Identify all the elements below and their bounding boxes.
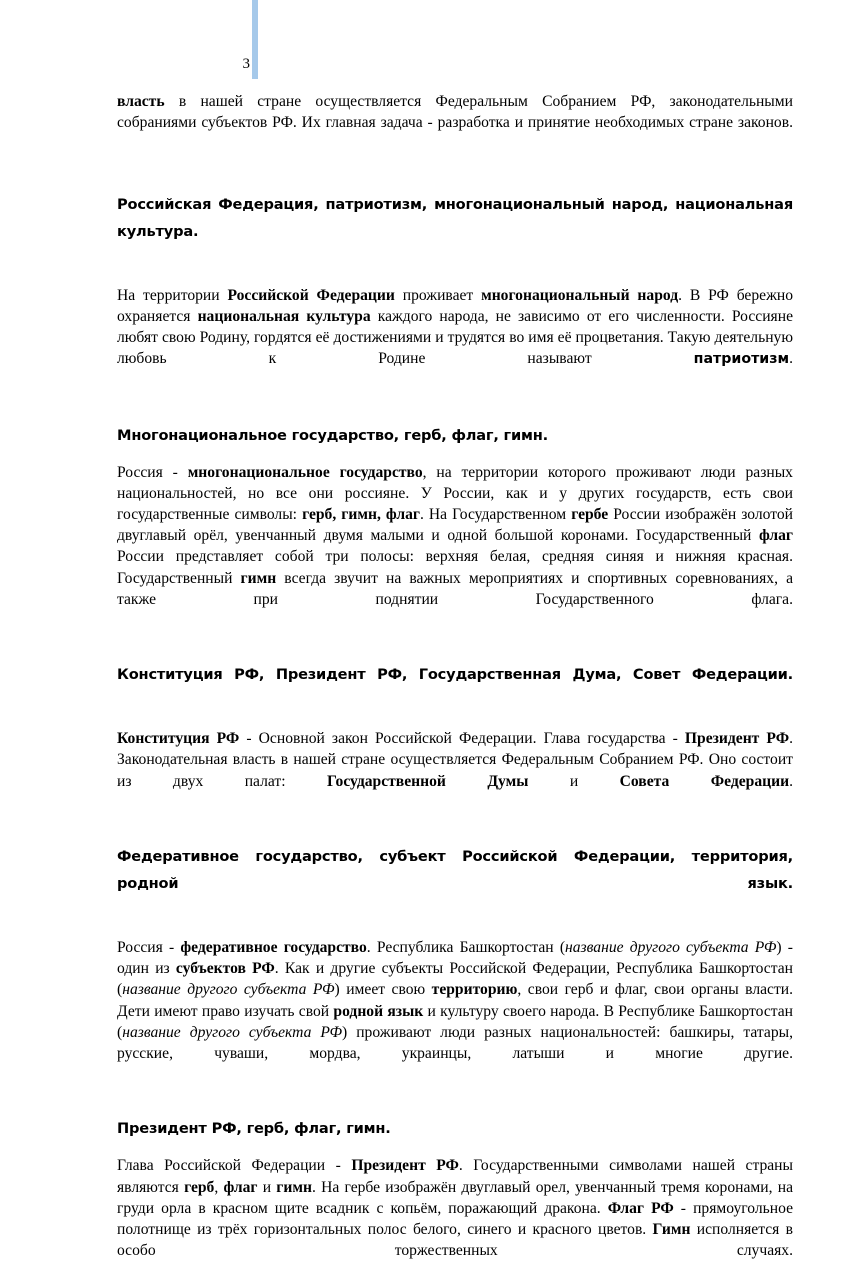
body-text: Россия - bbox=[117, 463, 188, 481]
body-text: и культуру своего народа. В Республике Башкортостан ( bbox=[117, 1002, 794, 1041]
spacer bbox=[117, 392, 793, 422]
emphasis-term: национальная культура bbox=[197, 307, 371, 325]
body-text: и bbox=[528, 772, 620, 790]
emphasis-term: Президент РФ bbox=[351, 1157, 459, 1175]
spacer bbox=[117, 813, 793, 843]
section-paragraph bbox=[117, 937, 793, 1085]
sections-container bbox=[117, 191, 793, 1283]
section-heading: Многонациональное государство, герб, флаг, гимн. bbox=[117, 426, 548, 444]
body-text: России представляет собой три полосы: верхняя белая, средняя синяя и нижняя красная. Государственный bbox=[117, 548, 793, 587]
body-text: России изображён золотой двуглавый орёл, увенчанный двумя малыми и одной большой коронами. Государственный bbox=[117, 506, 794, 545]
emphasis-term-sans: патриотизм bbox=[693, 351, 790, 368]
body-text: и bbox=[257, 1178, 277, 1196]
spacer bbox=[117, 631, 793, 661]
emphasis-term: Президент РФ bbox=[684, 730, 790, 748]
emphasis-term: Государственной Думы bbox=[326, 772, 529, 790]
body-text: всегда звучит на важных мероприятиях и спортивных соревнованиях, а также при поднятии Государственного флага. bbox=[117, 569, 793, 608]
emphasis-term: Конституция РФ bbox=[117, 730, 240, 748]
emphasis-term: территорию bbox=[431, 981, 518, 999]
spacer bbox=[117, 449, 793, 462]
emphasis-term: герб bbox=[184, 1178, 215, 1196]
emphasis-term: многонациональный народ bbox=[481, 286, 679, 304]
emphasis-term: Российской Федерации bbox=[227, 286, 395, 304]
body-text: . На гербе изображён двуглавый орел, увенчанный тремя коронами, на груди орла в красном щите всадник с копьём, поражающий дракона. bbox=[117, 1178, 793, 1217]
editorial-note: название другого субъекта РФ bbox=[565, 939, 777, 957]
spacer bbox=[117, 155, 793, 191]
section-heading: Президент РФ, герб, флаг, гимн. bbox=[117, 1120, 391, 1138]
spacer bbox=[117, 715, 793, 728]
emphasis-term: Флаг РФ bbox=[607, 1199, 674, 1217]
section-paragraph bbox=[117, 1155, 793, 1282]
body-text: Глава Российской Федерации - bbox=[117, 1157, 352, 1175]
editorial-note: название другого субъекта РФ bbox=[122, 981, 335, 999]
body-text: ) проживают люди разных национальностей: башкиры, татары, русские, чуваши, мордва, украинцы, латыши и многие другие. bbox=[117, 1023, 794, 1063]
body-text: ) имеет свою bbox=[334, 981, 432, 999]
body-text: , свои герб и флаг, свои органы власти. Дети имеют право изучать свой bbox=[117, 981, 794, 1020]
page-number: 3 bbox=[242, 56, 250, 72]
body-text: , bbox=[214, 1178, 224, 1196]
spacer bbox=[117, 1085, 793, 1115]
body-text: Россия - bbox=[117, 939, 181, 957]
section-heading: Российская Федерация, патриотизм, многонациональный народ, национальная культура. bbox=[117, 195, 793, 240]
body-text: . Как и другие субъекты Российской Федерации, Республика Башкортостан ( bbox=[117, 960, 793, 999]
spacer bbox=[117, 272, 793, 285]
body-text: - прямоугольное полотнище из трёх горизонтальных полос белого, синего и красного цветов. bbox=[117, 1199, 794, 1239]
emphasis-term: федеративное государство bbox=[180, 939, 367, 957]
spacer bbox=[117, 924, 793, 937]
editorial-note: название другого субъекта РФ bbox=[122, 1023, 343, 1041]
intro-rest: в нашей стране осуществляется Федеральным Собранием РФ, законодательными собраниями субъектов РФ. Их главная задача - разработка и принятие необходимых стране законов. bbox=[117, 93, 793, 132]
intro-paragraph bbox=[117, 91, 793, 155]
body-text: исполняется в особо торжественных случаях. bbox=[117, 1221, 793, 1260]
emphasis-term: гимн bbox=[240, 569, 277, 587]
body-text: На территории bbox=[117, 286, 228, 304]
body-text: . На Государственном bbox=[419, 506, 572, 524]
emphasis-term: субъектов РФ bbox=[175, 960, 275, 978]
emphasis-term: родной язык bbox=[333, 1002, 424, 1020]
body-text: - Основной закон Российской Федерации. Глава государства - bbox=[239, 730, 685, 748]
body-text: . Республика Башкортостан ( bbox=[366, 939, 566, 957]
emphasis-term: гимн bbox=[276, 1178, 312, 1196]
section-heading: Федеративное государство, субъект Российской Федерации, территория, родной язык. bbox=[117, 848, 793, 893]
emphasis-term: Гимн bbox=[652, 1221, 691, 1239]
section-paragraph bbox=[117, 462, 793, 632]
emphasis-term: флаг bbox=[758, 527, 793, 545]
body-text: . Законодательная власть в нашей стране осуществляется Федеральным Собранием РФ. Оно состоит из двух палат: bbox=[117, 730, 793, 790]
section-paragraph bbox=[117, 728, 793, 813]
body-text: , на территории которого проживают люди разных национальностей, но все они россияне. У России, как и у других государств, есть свои государственные символы: bbox=[117, 463, 793, 524]
emphasis-term: герб, гимн, флаг bbox=[302, 506, 420, 524]
intro-lead-term: власть bbox=[117, 93, 165, 110]
emphasis-term: гербе bbox=[571, 506, 609, 524]
section-paragraph bbox=[117, 285, 793, 392]
body-text: . bbox=[789, 350, 793, 368]
spacer bbox=[117, 1142, 793, 1155]
body-text: . Государственными символами нашей страны являются bbox=[117, 1157, 794, 1196]
body-text: . bbox=[789, 772, 793, 790]
body-text: . В РФ бережно охраняется bbox=[117, 286, 793, 325]
page-header bbox=[0, 0, 849, 85]
emphasis-term: многонациональное государство bbox=[187, 463, 423, 481]
body-text: каждого народа, не зависимо от его численности. Россияне любят свою Родину, гордятся её достижениями и трудятся во имя её процветания. Такую деятельную любовь к Родине называют bbox=[117, 307, 793, 368]
body-text: проживает bbox=[394, 286, 482, 304]
section-heading: Конституция РФ, Президент РФ, Государственная Дума, Совет Федерации. bbox=[117, 666, 793, 684]
emphasis-term: флаг bbox=[223, 1178, 258, 1196]
header-accent-rule bbox=[252, 0, 258, 79]
body-text: ) - один из bbox=[117, 939, 793, 978]
document-body bbox=[117, 91, 793, 1283]
emphasis-term: Совета Федерации bbox=[619, 772, 790, 790]
